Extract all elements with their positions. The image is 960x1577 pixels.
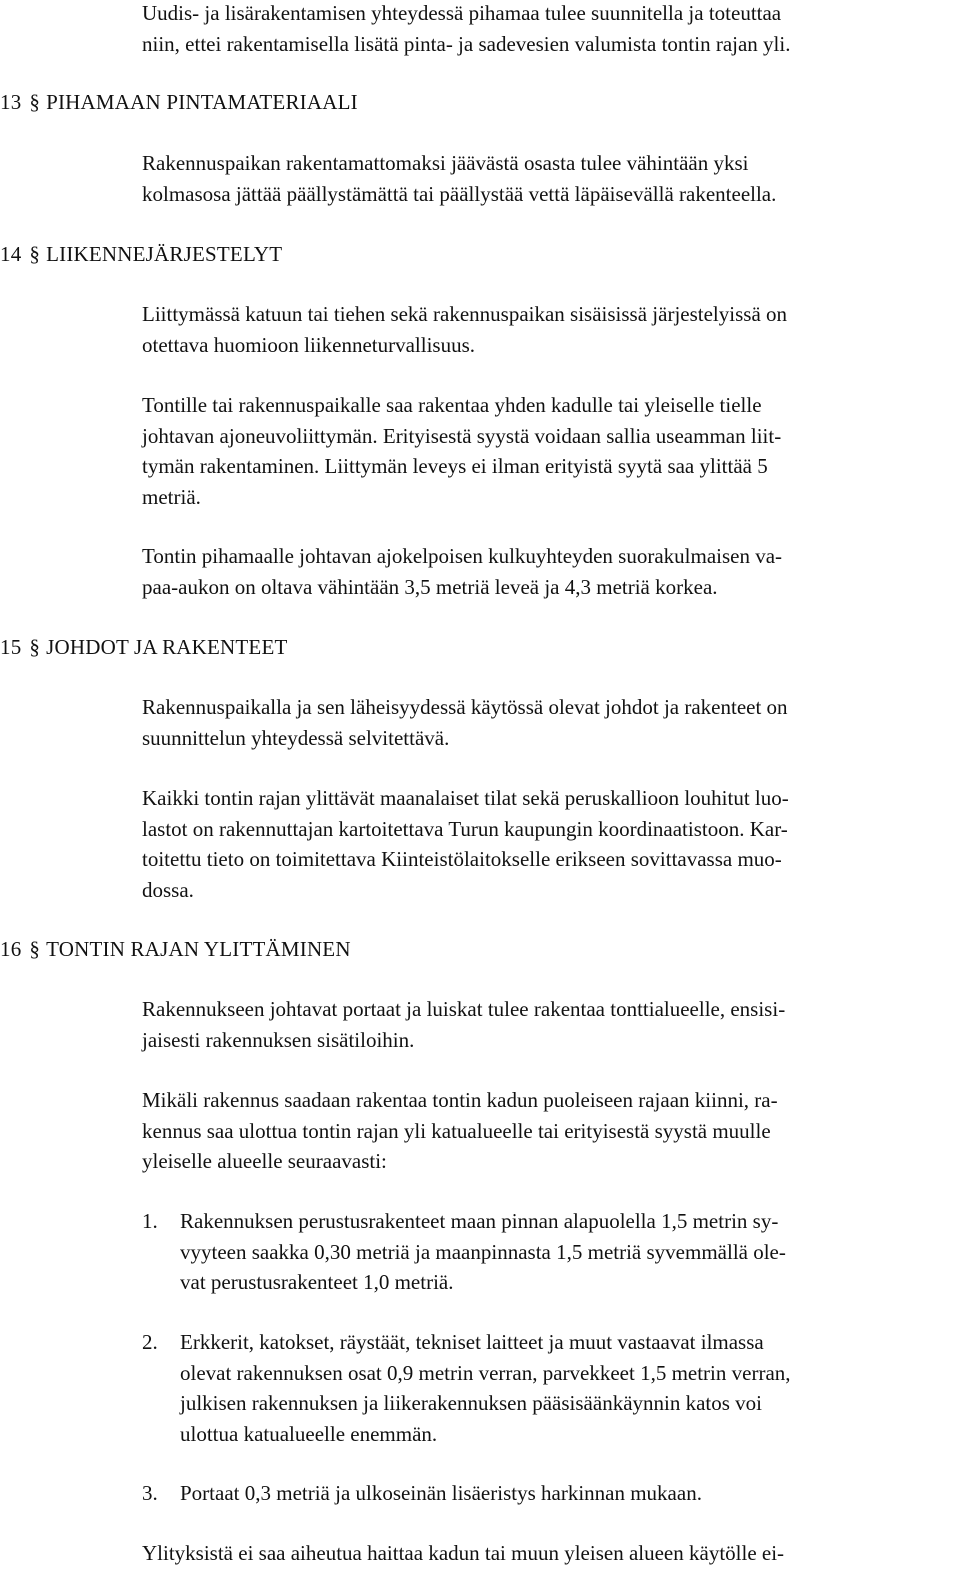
paragraph-14a — [142, 299, 954, 360]
text-line: lastot on rakennuttajan kartoitettava Turun kaupungin koordinaatistoon. Kar- — [142, 816, 788, 841]
section-heading-15 — [0, 632, 288, 663]
text-line: vat perustusrakenteet 1,0 metriä. — [180, 1270, 454, 1294]
text-line: kolmasosa jättää päällystämättä tai päällystää vettä läpäisevällä rakenteella. — [142, 181, 777, 206]
list-text — [180, 1327, 954, 1449]
paragraph-16a — [142, 994, 954, 1055]
text-line: Mikäli rakennus saadaan rakentaa tontin kadun puoleiseen rajaan kiinni, ra- — [142, 1088, 778, 1112]
text-line: Kaikki tontin rajan ylittävät maanalaiset tilat sekä peruskallioon louhitut luo- — [142, 786, 789, 810]
text-line: toitettu tieto on toimitettava Kiinteistölaitokselle erikseen sovittavassa muo- — [142, 847, 782, 871]
text-line: Erkkerit, katokset, räystäät, tekniset laitteet ja muut vastaavat ilmassa — [180, 1330, 764, 1354]
text-line: Ylityksistä ei saa aiheutua haittaa kadun tai muun yleisen alueen käytölle ei- — [142, 1541, 785, 1565]
text-line: olevat rakennuksen osat 0,9 metrin verran, parvekkeet 1,5 metrin verran, — [180, 1360, 791, 1385]
paragraph-13 — [142, 148, 954, 209]
list-number: 3. — [142, 1481, 158, 1505]
text-line: otettava huomioon liikenneturvallisuus. — [142, 332, 476, 357]
text-line: yleiselle alueelle seuraavasti: — [142, 1149, 387, 1173]
text-line: Uudis- ja lisärakentamisen yhteydessä pihamaa tulee suunnitella ja toteuttaa — [142, 1, 782, 25]
section-sign-icon: § — [29, 242, 41, 266]
text-line: kennus saa ulottua tontin rajan yli katualueelle tai erityisestä syystä muulle — [142, 1118, 771, 1143]
section-number: 14 — [0, 242, 22, 266]
section-title: TONTIN RAJAN YLITTÄMINEN — [46, 937, 351, 961]
list-text — [180, 1206, 954, 1298]
list-item — [142, 1206, 954, 1298]
text-line: paa-aukon on oltava vähintään 3,5 metriä leveä ja 4,3 metriä korkea. — [142, 574, 718, 599]
text-line: johtavan ajoneuvoliittymän. Erityisestä syystä voidaan sallia useamman liit- — [142, 423, 782, 448]
text-line: Rakennuspaikalla ja sen läheisyydessä käytössä olevat johdot ja rakenteet on — [142, 695, 788, 719]
text-line: Tontille tai rakennuspaikalle saa rakentaa yhden kadulle tai yleiselle tielle — [142, 393, 762, 417]
text-line: jaisesti rakennuksen sisätiloihin. — [142, 1027, 415, 1052]
text-line: suunnittelun yhteydessä selvitettävä. — [142, 725, 450, 750]
list-number: 2. — [142, 1330, 158, 1354]
list-item — [142, 1327, 954, 1449]
list-text — [180, 1478, 954, 1509]
paragraph-14b — [142, 390, 954, 512]
section-number: 16 — [0, 937, 22, 961]
text-line: Liittymässä katuun tai tiehen sekä rakennuspaikan sisäisissä järjestelyissä on — [142, 302, 788, 326]
section-number: 15 — [0, 635, 22, 659]
section-heading-16 — [0, 934, 351, 965]
text-line: tymän rakentaminen. Liittymän leveys ei ilman erityistä syytä saa ylittää 5 — [142, 454, 768, 478]
text-line: ulottua katualueelle enemmän. — [180, 1421, 438, 1446]
section-title: JOHDOT JA RAKENTEET — [46, 635, 288, 659]
section-title: PIHAMAAN PINTAMATERIAALI — [46, 90, 358, 114]
text-line: Portaat 0,3 metriä ja ulkoseinän lisäeristys harkinnan mukaan. — [180, 1481, 702, 1505]
list-number: 1. — [142, 1209, 158, 1233]
section-heading-14 — [0, 239, 282, 270]
text-line: Tontin pihamaalle johtavan ajokelpoisen kulkuyhteyden suorakulmaisen va- — [142, 544, 783, 568]
paragraph-intro — [142, 0, 954, 59]
text-line: julkisen rakennuksen ja liikerakennuksen pääsisäänkäynnin katos voi — [180, 1391, 763, 1415]
text-line: Rakennuksen perustusrakenteet maan pinnan alapuolella 1,5 metrin sy- — [180, 1209, 779, 1233]
paragraph-14c — [142, 541, 954, 602]
paragraph-last — [142, 1538, 954, 1569]
text-line: metriä. — [142, 484, 201, 509]
paragraph-15a — [142, 692, 954, 753]
text-line: dossa. — [142, 877, 194, 902]
paragraph-15b — [142, 783, 954, 905]
section-sign-icon: § — [29, 635, 41, 659]
paragraph-16b — [142, 1085, 954, 1177]
section-sign-icon: § — [29, 90, 41, 114]
text-line: niin, ettei rakentamisella lisätä pinta- ja sadevesien valumista tontin rajan yli. — [142, 31, 791, 56]
section-number: 13 — [0, 90, 22, 114]
text-line: Rakennuspaikan rakentamattomaksi jäävästä osasta tulee vähintään yksi — [142, 151, 749, 175]
section-sign-icon: § — [29, 937, 41, 961]
list-item — [142, 1478, 954, 1509]
text-line: Rakennukseen johtavat portaat ja luiskat tulee rakentaa tonttialueelle, ensisi- — [142, 997, 786, 1021]
section-heading-13 — [0, 87, 358, 118]
text-line: vyyteen saakka 0,30 metriä ja maanpinnasta 1,5 metriä syvemmällä ole- — [180, 1239, 786, 1264]
section-title: LIIKENNEJÄRJESTELYT — [46, 242, 283, 266]
